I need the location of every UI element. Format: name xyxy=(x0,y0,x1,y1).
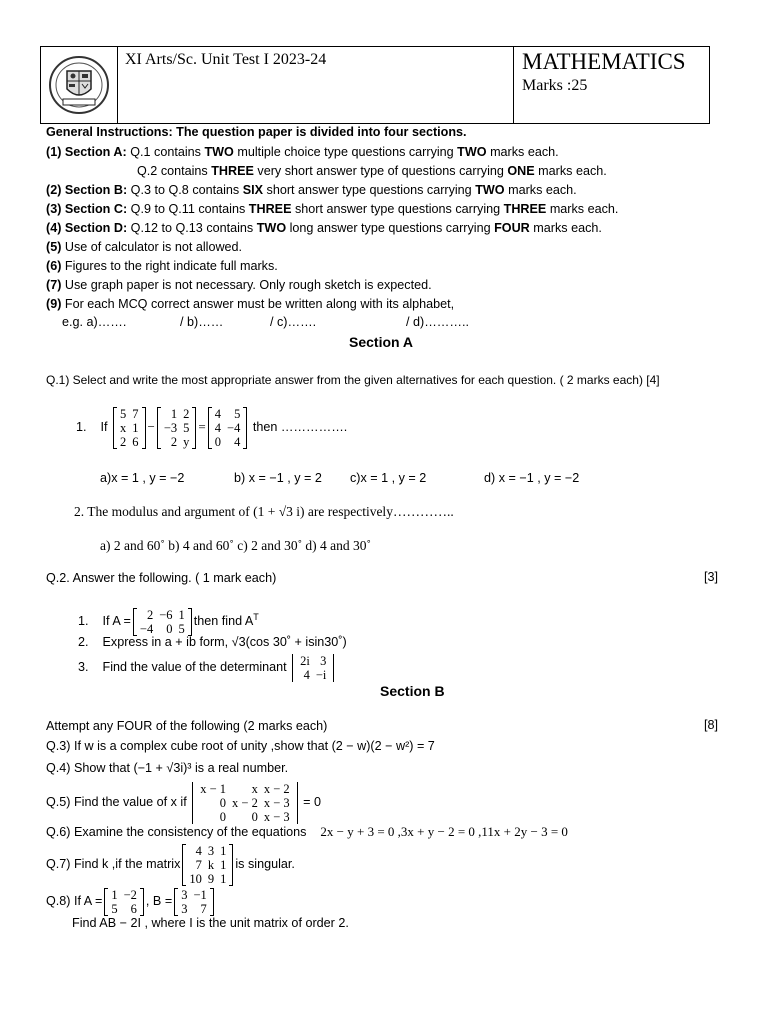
instruction-text: Q.9 to Q.11 contains THREE short answer type questions carrying THREE marks each. xyxy=(130,202,619,216)
determinant-cell: x − 3 xyxy=(263,809,290,824)
matrix-cell: 10 xyxy=(189,871,202,886)
matrix-cell: −4 xyxy=(227,420,241,435)
q1-sub1-if: If xyxy=(100,420,108,434)
matrix-cell: 6 xyxy=(130,901,137,916)
matrix-cell: 1 xyxy=(220,843,227,858)
instruction-text: Q.12 to Q.13 contains TWO long answer type questions carrying FOUR marks each. xyxy=(130,221,602,235)
q1-sub2-options: a) 2 and 60˚ b) 4 and 60˚ c) 2 and 30˚ d) 4 and 30˚ xyxy=(100,538,372,553)
matrix-cell: 3 xyxy=(181,901,188,916)
instruction-label: (9) xyxy=(46,297,65,311)
instruction-line xyxy=(46,277,432,293)
instruction-label: (5) xyxy=(46,240,65,254)
instruction-line xyxy=(137,163,607,179)
matrix-cell: 4 xyxy=(234,434,241,449)
q2-item-3 xyxy=(78,652,336,682)
q8-pre: Q.8) If A = xyxy=(46,894,103,908)
subject-title: MATHEMATICS xyxy=(522,49,686,74)
determinant-cell: 0 xyxy=(251,809,258,824)
section-a-title: Section A xyxy=(349,334,414,350)
matrix-cell: 2 xyxy=(120,434,127,449)
instruction-line xyxy=(46,182,577,198)
q1-sub1-option-c: c)x = 1 , y = 2 xyxy=(350,471,427,485)
matrix-cell: 7 xyxy=(200,901,207,916)
q1-sub1: 1. If 5 7 x 1 2 6 − 1 2 −3 5 2 y = 4 5 4 −4 0 4 then ……………. xyxy=(76,406,348,449)
q1-sub1-option-a: a)x = 1 , y = −2 xyxy=(100,471,185,485)
matrix-cell: 1 xyxy=(132,420,139,435)
determinant-cell: 4 xyxy=(303,667,310,682)
instruction-label: (3) Section C: xyxy=(46,202,131,216)
determinant-cell: x xyxy=(251,781,258,796)
q2-item-1-post: then find A xyxy=(193,614,254,629)
determinant-cell: 0 xyxy=(219,795,227,810)
q1-sub1-then: then ……………. xyxy=(252,420,348,434)
matrix-q8-b xyxy=(174,888,214,916)
instruction-line xyxy=(46,201,618,217)
instruction-line xyxy=(46,144,559,160)
instruction-label: (6) xyxy=(46,259,65,273)
matrix-q8-a xyxy=(104,888,144,916)
matrix-cell: 5 xyxy=(178,621,185,636)
eg-c: / c)……. xyxy=(270,315,317,329)
matrix-cell: 3 xyxy=(207,843,215,858)
determinant-cell: 0 xyxy=(219,809,227,824)
q1-sub2-text: 2. The modulus and argument of (1 + √3 i) are respectively………….. xyxy=(74,504,454,519)
q7 xyxy=(46,840,295,888)
q7-pre: Q.7) Find k ,if the matrix xyxy=(46,857,181,871)
section-b-title: Section B xyxy=(380,683,445,699)
matrix-cell: 2 xyxy=(146,607,154,622)
instruction-text: Figures to the right indicate full marks. xyxy=(64,259,278,273)
instruction-text: Q.2 contains THREE very short answer type of questions carrying ONE marks each. xyxy=(137,164,607,178)
exam-title: XI Arts/Sc. Unit Test I 2023-24 xyxy=(125,51,327,68)
matrix-1 xyxy=(113,407,146,449)
q4-text: Q.4) Show that (−1 + √3i)³ is a real number. xyxy=(46,761,289,775)
matrix-cell: 0 xyxy=(166,621,173,636)
q1-sub1-option-b: b) x = −1 , y = 2 xyxy=(234,471,322,485)
matrix-cell: 1 xyxy=(170,406,178,421)
section-b-intro: Attempt any FOUR of the following (2 marks each) xyxy=(46,719,328,733)
q3-text: Q.3) If w is a complex cube root of unity ,show that (2 − w)(2 − w²) = 7 xyxy=(46,739,435,753)
instruction-label: (1) Section A: xyxy=(46,145,131,159)
q2-item-1 xyxy=(78,602,259,636)
instruction-line xyxy=(46,258,278,274)
header-box xyxy=(40,46,710,124)
transpose-sup: T xyxy=(253,612,259,622)
matrix-cell: −6 xyxy=(159,607,173,622)
matrix-cell: 0 xyxy=(214,434,222,449)
matrix-cell: −4 xyxy=(139,621,154,636)
determinant-cell: 3 xyxy=(320,653,327,668)
matrix-cell: 5 xyxy=(120,406,127,421)
matrix-cell: −3 xyxy=(163,420,178,435)
q1-sub1-num: 1. xyxy=(76,420,87,434)
determinant-cell: 2i xyxy=(300,653,310,668)
matrix-A xyxy=(133,608,192,636)
q2-item-3-text: Find the value of the determinant xyxy=(102,660,287,674)
eg-a: e.g. a)……. xyxy=(62,315,127,329)
instruction-text: For each MCQ correct answer must be written along with its alphabet, xyxy=(64,297,455,311)
matrix-cell: 2 xyxy=(183,406,190,421)
q5 xyxy=(46,778,321,826)
matrix-2 xyxy=(157,407,197,449)
matrix-q7 xyxy=(182,844,233,886)
matrix-cell: 4 xyxy=(195,843,202,858)
matrix-cell: 5 xyxy=(111,901,118,916)
determinant-cell: x − 3 xyxy=(263,795,290,810)
instruction-text: Use of calculator is not allowed. xyxy=(64,240,243,254)
q1-text: Q.1) Select and write the most appropriate answer from the given alternatives for each question. ( 2 marks each) [4] xyxy=(46,373,660,387)
matrix-cell: 9 xyxy=(207,871,215,886)
matrix-cell: 5 xyxy=(234,406,241,421)
q8-line2: Find AB − 2I , where I is the unit matrix of order 2. xyxy=(72,916,349,930)
q2-item-2-num: 2. xyxy=(78,635,89,649)
matrix-cell: 7 xyxy=(195,857,202,872)
determinant-cell: x − 1 xyxy=(200,781,227,796)
determinant-q5 xyxy=(192,782,297,824)
school-crest-icon xyxy=(47,53,111,117)
matrix-cell: 4 xyxy=(214,420,222,435)
header-title-cell xyxy=(118,47,514,123)
q6-pre: Q.6) Examine the consistency of the equations xyxy=(46,825,307,839)
q2-item-2-text: Express in a + ib form, √3(cos 30˚ + isin30˚) xyxy=(102,635,347,649)
matrix-cell: 5 xyxy=(183,420,190,435)
q6-equations: 2x − y + 3 = 0 ,3x + y − 2 = 0 ,11x + 2y − 3 = 0 xyxy=(320,824,568,839)
q6 xyxy=(46,824,568,840)
instruction-line xyxy=(46,296,454,312)
matrix-cell: k xyxy=(207,857,215,872)
determinant-cell: x − 2 xyxy=(263,781,290,796)
instruction-label: (7) xyxy=(46,278,65,292)
matrix-cell: 4 xyxy=(214,406,222,421)
matrix-cell: 1 xyxy=(220,857,227,872)
eg-b: / b)…… xyxy=(180,315,224,329)
eg-line xyxy=(62,314,469,330)
instruction-line xyxy=(46,239,242,255)
q2-item-2 xyxy=(78,634,347,650)
matrix-cell: x xyxy=(120,420,127,435)
q2-text: Q.2. Answer the following. ( 1 mark each) xyxy=(46,571,277,585)
q8 xyxy=(46,886,216,916)
section-b-marks: [8] xyxy=(704,718,719,732)
q2-item-1-num: 1. xyxy=(78,614,89,629)
q2-item-1-pre: If A = xyxy=(102,614,131,629)
matrix-cell: −1 xyxy=(193,887,207,902)
matrix-cell: 1 xyxy=(220,871,227,886)
matrix-cell: 3 xyxy=(181,887,188,902)
instruction-text: Q.3 to Q.8 contains SIX short answer type questions carrying TWO marks each. xyxy=(130,183,577,197)
q5-post: = 0 xyxy=(303,795,321,809)
q2-item-3-num: 3. xyxy=(78,660,89,674)
total-marks: Marks :25 xyxy=(522,77,588,94)
determinant-q2 xyxy=(292,654,334,682)
determinant-cell: −i xyxy=(315,667,327,682)
instruction-label: (2) Section B: xyxy=(46,183,131,197)
instruction-text: Q.1 contains TWO multiple choice type questions carrying TWO marks each. xyxy=(130,145,559,159)
instructions-intro: General Instructions: The question paper is divided into four sections. xyxy=(46,125,467,139)
q5-pre: Q.5) Find the value of x if xyxy=(46,795,187,809)
matrix-cell: −2 xyxy=(123,887,137,902)
matrix-cell: 7 xyxy=(132,406,139,421)
matrix-3 xyxy=(208,407,248,449)
instruction-text: Use graph paper is not necessary. Only rough sketch is expected. xyxy=(64,278,432,292)
q1-sub1-option-d: d) x = −1 , y = −2 xyxy=(484,471,580,485)
q8-mid: , B = xyxy=(145,894,173,908)
q7-post: is singular. xyxy=(235,857,295,871)
q2-marks: [3] xyxy=(704,570,719,584)
matrix-cell: 1 xyxy=(178,607,185,622)
instruction-line xyxy=(46,220,602,236)
determinant-cell: x − 2 xyxy=(232,795,258,810)
instruction-label: (4) Section D: xyxy=(46,221,131,235)
matrix-cell: 2 xyxy=(170,434,178,449)
matrix-cell: y xyxy=(183,434,190,449)
matrix-cell: 6 xyxy=(132,434,139,449)
logo-cell xyxy=(41,47,118,123)
eg-d: / d)……….. xyxy=(406,315,469,329)
matrix-cell: 1 xyxy=(111,887,118,902)
